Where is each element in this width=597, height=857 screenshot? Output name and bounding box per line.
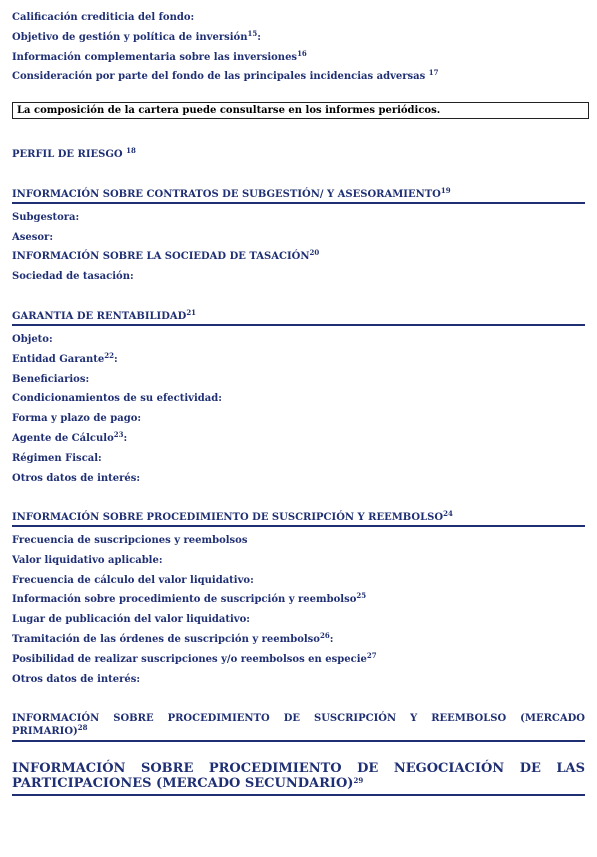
field-asesor: Asesor:	[12, 232, 54, 243]
section-secondary-market-title: INFORMACIÓN SOBRE PROCEDIMIENTO DE NEGOCIACIÓN DE LAS PARTICIPACIONES (MERCADO SECUNDARIO)$^{29}$	[12, 761, 585, 791]
footnote-ref: 28	[77, 723, 88, 732]
footnote-ref: 21	[186, 308, 197, 317]
guarantee-field: Entidad Garante$^{22}$:	[12, 350, 118, 365]
guarantee-field: Régimen Fiscal:	[12, 452, 102, 464]
section-divider	[12, 740, 585, 742]
guarantee-field: Agente de Cálculo$^{23}$:	[12, 430, 128, 444]
footnote-ref: 24	[443, 509, 453, 518]
section-risk-profile: PERFIL DE RIESGO $^{18}$	[12, 146, 136, 160]
section-divider	[12, 794, 585, 796]
footnote-ref: 23	[113, 430, 124, 439]
footnote-ref: 29	[353, 776, 364, 785]
section-guarantee-title: GARANTIA DE RENTABILIDAD$^{21}$	[12, 308, 197, 322]
field-management-objective: Objetivo de gestión y política de inversión$^{15}$:	[12, 29, 261, 43]
subscription-field: Lugar de publicación del valor liquidativo:	[12, 614, 250, 626]
footnote-ref: 20	[309, 248, 320, 257]
portfolio-composition-box: La composición de la cartera puede consultarse en los informes periódicos.	[12, 102, 589, 119]
footnote-ref: 22	[104, 350, 115, 360]
footnote-ref: 25	[356, 591, 367, 601]
section-divider	[12, 324, 585, 326]
subscription-field: Frecuencia de cálculo del valor liquidativo:	[12, 574, 254, 586]
footnote-ref: 18	[126, 146, 136, 155]
guarantee-field: Condicionamientos de su efectividad:	[12, 393, 222, 405]
subscription-field: Posibilidad de realizar suscripciones y/o reembolsos en especie$^{27}$	[12, 650, 377, 665]
field-credit-rating: Calificación crediticia del fondo:	[12, 12, 195, 23]
footnote-ref: 19	[440, 186, 451, 195]
section-divider	[12, 525, 585, 527]
footnote-ref: 26	[319, 631, 330, 640]
footnote-ref: 15	[247, 29, 258, 38]
section-valuation-title: INFORMACIÓN SOBRE LA SOCIEDAD DE TASACIÓN$^{20}$	[12, 248, 320, 262]
subscription-field: Frecuencia de suscripciones y reembolsos	[12, 535, 248, 546]
subscription-field: Información sobre procedimiento de suscripción y reembolso$^{25}$	[12, 591, 367, 606]
field-adverse-incidents: Consideración por parte del fondo de las principales incidencias adversas $^{17}$	[12, 68, 439, 82]
subscription-field: Tramitación de las órdenes de suscripción y reembolso$^{26}$:	[12, 631, 334, 645]
guarantee-field: Beneficiarios:	[12, 373, 90, 385]
footnote-ref: 27	[366, 650, 377, 660]
guarantee-field: Forma y plazo de pago:	[12, 413, 142, 425]
guarantee-field: Objeto:	[12, 334, 53, 345]
section-primary-market-title: INFORMACIÓN SOBRE PROCEDIMIENTO DE SUSCRIPCIÓN Y REEMBOLSO (MERCADO PRIMARIO)$^{28}$	[12, 713, 585, 737]
field-subgestora: Subgestora:	[12, 212, 80, 223]
footnote-ref: 16	[297, 49, 307, 58]
section-divider	[12, 202, 585, 204]
guarantee-field: Otros datos de interés:	[12, 472, 141, 484]
footnote-ref: 17	[428, 68, 439, 77]
section-subadvisory-title: INFORMACIÓN SOBRE CONTRATOS DE SUBGESTIÓN/ Y ASESORAMIENTO$^{19}$	[12, 186, 451, 200]
field-complementary-info: Información complementaria sobre las inversiones$^{16}$	[12, 49, 307, 63]
subscription-field: Valor liquidativo aplicable:	[12, 554, 163, 566]
section-subscription-title: INFORMACIÓN SOBRE PROCEDIMIENTO DE SUSCRIPCIÓN Y REEMBOLSO$^{24}$	[12, 509, 453, 523]
field-valuation-company: Sociedad de tasación:	[12, 271, 134, 282]
subscription-field: Otros datos de interés:	[12, 673, 141, 685]
